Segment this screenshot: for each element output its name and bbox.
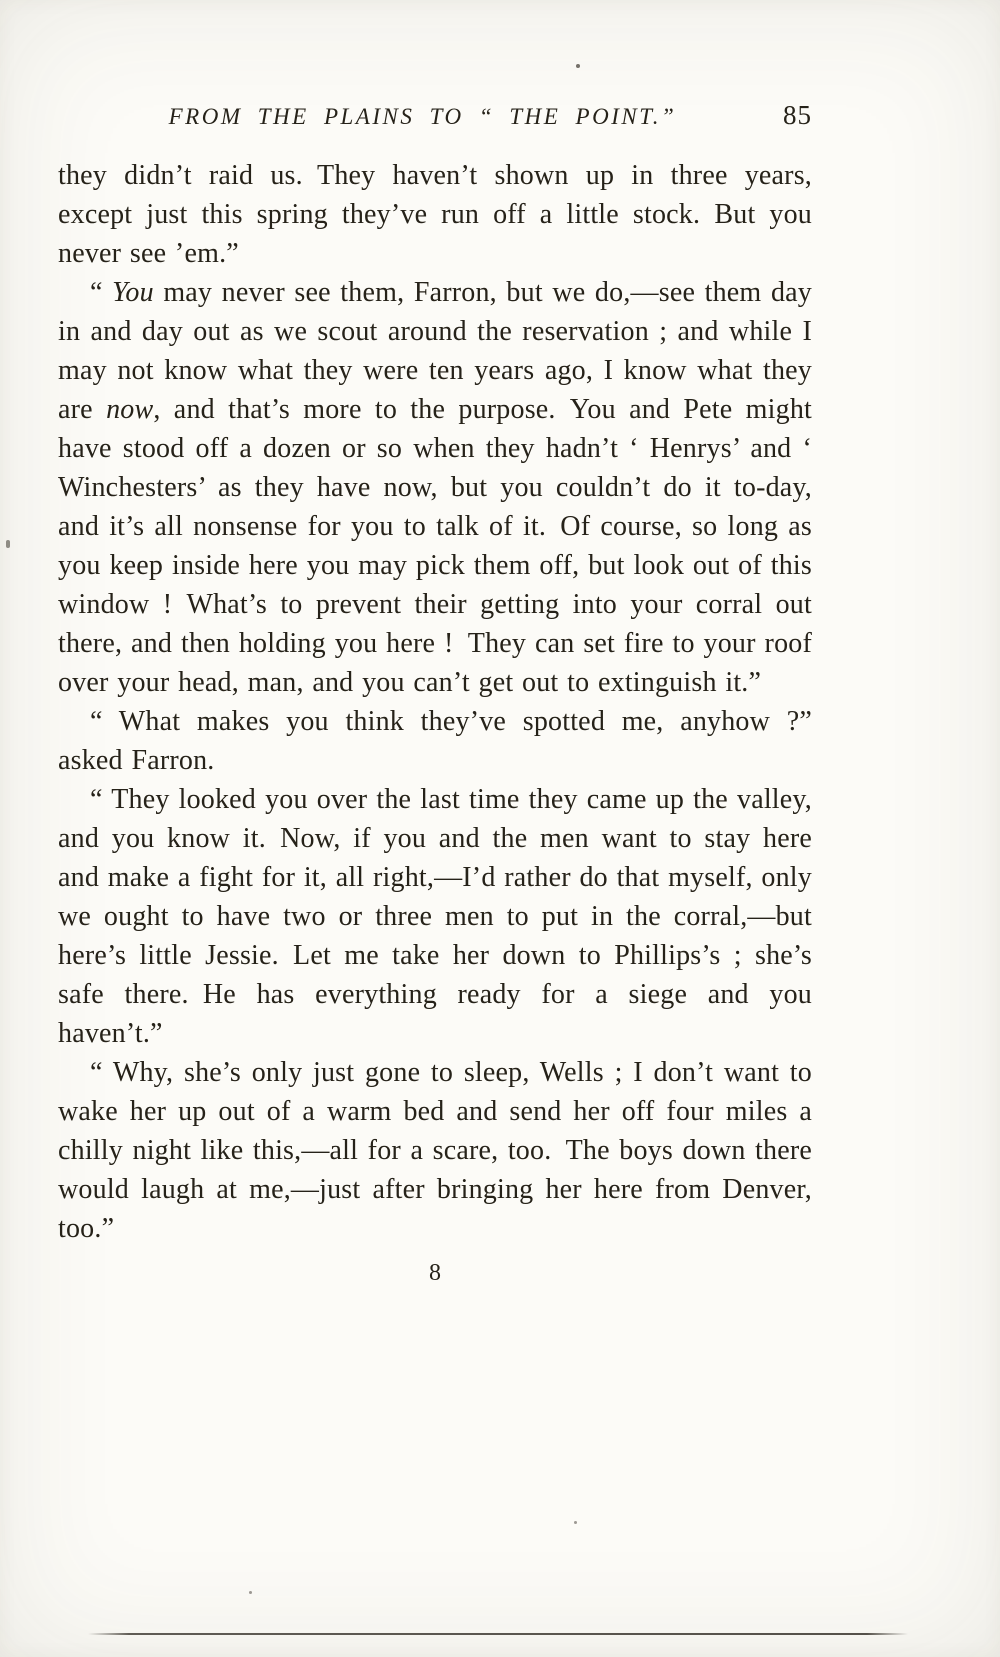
page-header xyxy=(58,100,812,131)
text-run: “ xyxy=(90,277,113,308)
page-content xyxy=(58,100,812,1287)
scan-speck xyxy=(576,64,580,68)
paragraph xyxy=(58,156,812,273)
scan-speck xyxy=(249,1591,252,1594)
page-footer xyxy=(58,1260,812,1287)
paragraph xyxy=(58,1053,812,1248)
signature-number: 8 xyxy=(429,1260,441,1286)
running-title: FROM THE PLAINS TO “ THE POINT.” xyxy=(168,104,677,129)
paragraph xyxy=(58,273,812,702)
page-number: 85 xyxy=(783,100,812,130)
italic-text-run: You xyxy=(112,277,154,308)
paragraph xyxy=(58,702,812,780)
text-run: “ Why, she’s only just gone to sleep, Wells ; I don’t want to wake her up out of a warm bed and send her off four miles a chilly night like this,—all for a scare, too. The boys down there would laugh at me,—just after bringing her here from Denver, too.” xyxy=(58,1057,812,1244)
text-run: , and that’s more to the purpose. You and Pete might have stood off a dozen or so when they hadn’t ‘ Henrys’ and ‘ Winchesters’ as they have now, but you couldn’t do it to-day, and it’s all nonsense for you to talk of it. Of course, so long as you keep inside here you may pick them off, but look out of this window ! What’s to prevent their getting into your corral out there, and then holding you here ! They can set fire to your roof over your head, man, and you can’t get out to extinguish it.” xyxy=(58,394,813,698)
italic-text-run: now xyxy=(106,394,154,425)
text-run: may never see them, Farron, but we do,—see them day in and day out as we scout around the reservation ; and while I may not know what they were ten years ago, I know what they are xyxy=(58,277,812,425)
text-run: “ They looked you over the last time they came up the valley, and you know it. Now, if you and the men want to stay here and make a fight for it, all right,—I’d rather do that myself, only we ought to have two or three men to put in the corral,—but here’s little Jessie. Let me take her down to Phillips’s ; she’s safe there. He has everything ready for a siege and you haven’t.” xyxy=(58,784,812,1049)
scan-speck xyxy=(6,540,10,548)
paragraph xyxy=(58,780,812,1053)
text-run: they didn’t raid us. They haven’t shown up in three years, except just this spring they’ve run off a little stock. But you never see ’em.” xyxy=(58,160,812,269)
text-run: “ What makes you think they’ve spotted me, anyhow ?” asked Farron. xyxy=(58,706,812,776)
page-body xyxy=(58,156,812,1248)
page-edge-line xyxy=(88,1633,908,1635)
scan-speck xyxy=(574,1521,577,1524)
